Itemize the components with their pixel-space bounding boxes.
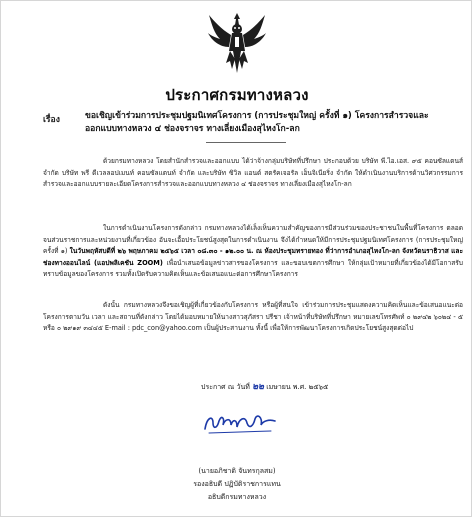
subject-divider <box>206 142 286 143</box>
date-prefix: ประกาศ ณ วันที่ <box>201 383 250 391</box>
document-title: ประกาศกรมทางหลวง <box>165 86 309 104</box>
subject-label: เรื่อง <box>43 115 60 125</box>
meeting-date-venue: ในวันพฤหัสบดีที่ ๒๖ พฤษภาคม ๒๕๖๕ เวลา ๐๘.๓๐ - ๑๒.๐๐ น. ณ ห้องประชุมทรายทอง ที่ว่าการอำเภอสุไหงโก-ลก จังหวัดนราธิวาส และช่องทางออนไลน์ (แอปพลิเคชัน ZOOM) <box>43 247 463 267</box>
paragraph-2-text: ในการดำเนินงานโครงการดังกล่าว กรมทางหลวงได้เล็งเห็นความสำคัญของการมีส่วนร่วมของประชาชนในพื้นที่โครงการ ตลอดจนส่วนราชการและหน่วยงานที่เกี่ยวข้อง อันจะเอื้อประโยชน์สูงสุดในการดำเนินงาน จึงได้กำหนดให้มีการประชุมปฐมนิเทศโครงการ (การประชุมใหญ่ ครั้งที่ ๑) <box>43 224 463 256</box>
body-paragraph-3: ดังนั้น กรมทางหลวงจึงขอเชิญผู้ที่เกี่ยวข้องกับโครงการ หรือผู้ที่สนใจ เข้าร่วมการประชุมแสดงความคิดเห็นและข้อเสนอแนะต่อโครงการตามวัน เวลา และสถานที่ดังกล่าว โดยได้มอบหมายให้นางสาวสุภัสรา ปรีชา เจ้าหน้าที่บริษัทที่ปรึกษา หมายเลขโทรศัพท์ ๐ ๒๙๔๒ ๖๐๒๔ - ๕ หรือ ๐ ๒๙๑๙ ๓๔๔๕ E-mail : pdc_con@yahoo.com เป็นผู้ประสานงาน ทั้งนี้ เพื่อให้การพัฒนาโครงการเกิดประโยชน์สูงสุดต่อไป <box>43 301 463 333</box>
subject-text: ขอเชิญเข้าร่วมการประชุมปฐมนิเทศโครงการ (การประชุมใหญ่ ครั้งที่ ๑) โครงการสำรวจและออกแบบทางหลวง ๔ ช่องจราจร ทางเลี่ยงเมืองสุไหงโก-ลก <box>85 111 429 134</box>
date-day: ๒๒ <box>252 382 264 392</box>
paragraph-2-tail: เพื่อนำเสนอข้อมูลข่าวสารของโครงการ และขอบเขตการศึกษา ให้กลุ่มเป้าหมายที่เกี่ยวข้องได้มีโอกาสรับทราบข้อมูลของโครงการ รวมทั้งเปิดรับความคิดเห็นและข้อเสนอแนะต่อการศึกษาโครงการ <box>43 258 463 279</box>
signatory-position: รองอธิบดี ปฏิบัติราชการแทน <box>193 480 281 488</box>
signatory-name: (นายอภิชาติ จันทรกุลสม) <box>198 467 276 475</box>
announcement-date <box>201 379 328 393</box>
body-paragraph-1: ด้วยกรมทางหลวง โดยสำนักสำรวจและออกแบบ ได้ว่าจ้างกลุ่มบริษัทที่ปรึกษา ประกอบด้วย บริษัท พี.ไอ.เอส. ๙๕ คอนซัลแตนส์ จำกัด บริษัท พรี ดีเวลลอปเมนท์ คอนซัลแตนท์ จำกัด และบริษัท ซิวิล แอนด์ สตรัคเจอรัล เอ็นจิเนียริ่ง จำกัด ให้ดำเนินงานบริการด้านวิศวกรรมการสำรวจและออกแบบรายละเอียดโครงการสำรวจและออกแบบทางหลวง ๔ ช่องจราจร ทางเลี่ยงเมืองสุไหงโก-ลก <box>43 157 463 189</box>
handwritten-signature-icon <box>201 409 279 437</box>
garuda-emblem-icon <box>206 11 268 75</box>
signatory-title: อธิบดีกรมทางหลวง <box>207 493 267 501</box>
date-month-year: เมษายน พ.ศ. ๒๕๖๕ <box>266 383 329 391</box>
body-paragraph-2 <box>43 223 463 281</box>
